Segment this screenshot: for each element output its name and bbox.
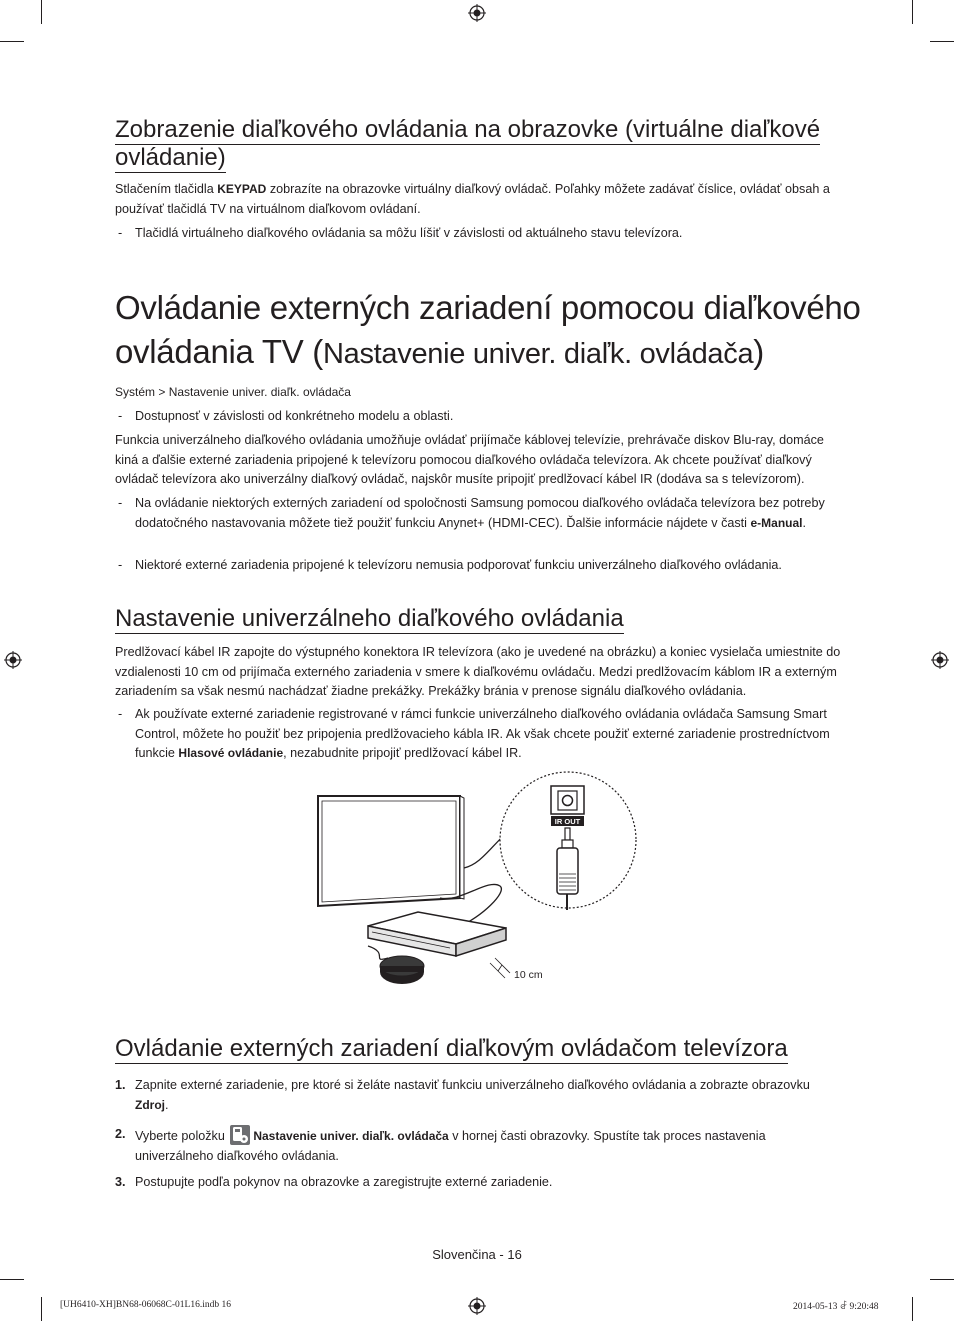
note: - Na ovládanie niektorých externých zariadení od spoločnosti Samsung pomocou diaľkového ovládača televízora bez potreby dodatočného nastavovania môžete tiež použiť funkciu Anynet+ (HDMI-CEC). Ďalšie informácie nájdete v časti e-Manual. [118, 496, 825, 530]
registration-mark-icon [931, 651, 949, 669]
crop-mark [0, 1279, 24, 1280]
crop-mark [930, 1279, 954, 1280]
ir-cable-setup-illustration [310, 768, 640, 996]
section-heading-control: Ovládanie externých zariadení diaľkovým ovládačom televízora [115, 1035, 788, 1062]
universal-remote-setup-icon [230, 1125, 250, 1145]
note: - Dostupnosť v závislosti od konkrétneho modelu a oblasti. [118, 409, 454, 423]
crop-mark [912, 0, 913, 24]
registration-mark-icon [468, 1297, 486, 1315]
registration-mark-icon [4, 651, 22, 669]
step-item: 3. Postupujte podľa pokynov na obrazovke a zaregistrujte externé zariadenie. [115, 1175, 553, 1189]
source-screen-name: Zdroj [135, 1097, 165, 1112]
distance-label: 10 cm [514, 969, 543, 981]
voice-control-name: Hlasové ovládanie [178, 746, 284, 760]
distance-marker [490, 958, 510, 978]
crop-mark [930, 41, 954, 42]
note: - Niektoré externé zariadenia pripojené k televízoru nemusia podporovať funkciu univerzálneho diaľkového ovládania. [118, 558, 782, 572]
section-heading-virtual-remote: Zobrazenie diaľkového ovládania na obrazovke (virtuálne diaľkové ovládanie) [115, 116, 821, 171]
step-item: 1. Zapnite externé zariadenie, pre ktoré si želáte nastaviť funkciu univerzálneho diaľkového ovládania a zobrazte obrazovku Zdroj. [115, 1078, 810, 1112]
print-slug-right: 2014-05-13 ꆀ 9:20:48 [793, 1302, 879, 1312]
ir-out-port-icon [551, 786, 584, 826]
chapter-heading-universal-remote: Ovládanie externých zariadení pomocou diaľkového ovládania TV (Nastavenie univer. diaľk. ovládača) [115, 289, 861, 370]
paragraph: Stlačením tlačidla KEYPAD zobrazíte na obrazovke virtuálny diaľkový ovládač. Poľahky môžete zadávať číslice, ovládať obsah a používať tlačidlá TV na virtuálnom diaľkovom ovládaní. [115, 182, 830, 216]
emanual-link: e-Manual [750, 515, 803, 530]
universal-remote-setup-name: Nastavenie univer. diaľk. ovládača [253, 1129, 449, 1143]
crop-mark [0, 41, 24, 42]
crop-mark [41, 0, 42, 24]
paragraph: Funkcia univerzálneho diaľkového ovládania umožňuje ovládať prijímače káblovej televízie, prehrávače diskov Blu-ray, domáce kiná a ďalšie externé zariadenia pripojené k televízoru pomocou diaľkového ovládača televízora. Ak chcete používať diaľkový ovládač televízora ako univerzálny diaľkový ovládač, najskôr musíte pripojiť predlžovací kábel IR (dodáva sa s televízorom). [115, 433, 824, 486]
page-number: Slovenčina - 16 [432, 1247, 522, 1262]
tv-illustration [318, 796, 464, 906]
note: - Ak používate externé zariadenie registrované v rámci funkcie univerzálneho diaľkového ovládania ovládača Samsung Smart Control, môžete ho použiť bez pripojenia predlžovacieho kábla IR. Ak však chcete použiť externé zariadenie prostredníctvom funkcie Hlasové ovládanie, nezabudnite pripojiť predlžovací kábel IR. [118, 707, 830, 760]
ir-emitter-icon [380, 956, 424, 984]
section-heading-setup: Nastavenie univerzálneho diaľkového ovládania [115, 605, 624, 632]
external-device-illustration [368, 912, 506, 956]
crop-mark [41, 1297, 42, 1321]
print-slug-left: [UH6410-XH]BN68-06068C-01L16.indb 16 [60, 1300, 231, 1310]
crop-mark [912, 1297, 913, 1321]
menu-path: Systém > Nastavenie univer. diaľk. ovládača [115, 385, 351, 399]
note: - Tlačidlá virtuálneho diaľkového ovládania sa môžu líšiť v závislosti od aktuálneho stavu televízora. [118, 226, 683, 240]
ir-out-label: IR OUT [554, 817, 581, 826]
registration-mark-icon [468, 4, 486, 22]
keypad-button-name: KEYPAD [217, 182, 267, 196]
step-item: 2. Vyberte položku Nastavenie univer. diaľk. ovládača v hornej časti obrazovky. Spustíte tak proces nastavenia univerzálneho diaľkového ovládania. [115, 1127, 766, 1163]
paragraph: Predlžovací kábel IR zapojte do výstupného konektora IR televízora (ako je uvedené na obrázku) a koniec vysielača umiestnite do vzdialenosti 10 cm od prijímača externého zariadenia v smere k diaľkovému ovládaču. Medzi predlžovacím káblom IR a externým zariadením sa však nesmú nachádzať žiadne prekážky. Prekážky bránia v prenose signálu diaľkového ovládania. [115, 645, 841, 698]
